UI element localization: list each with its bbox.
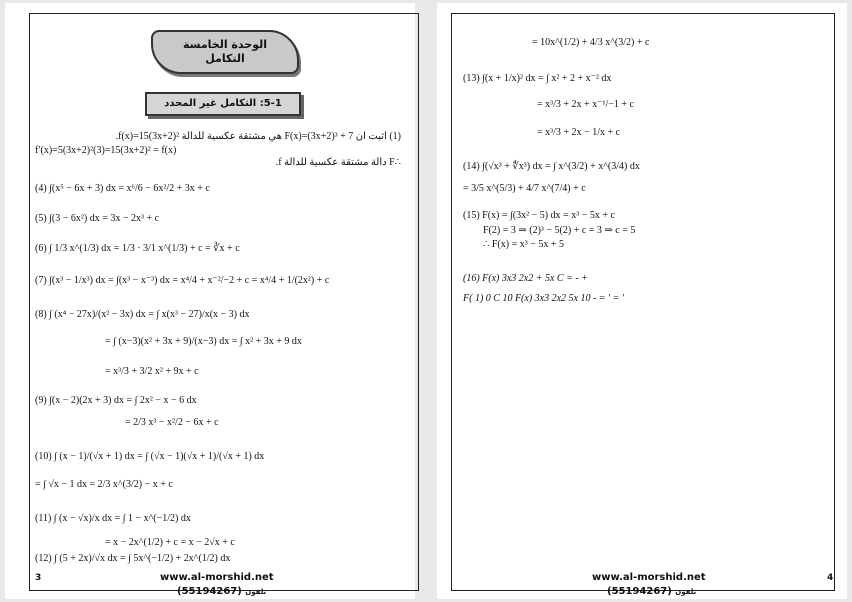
phone-label: تلفون (675, 588, 697, 596)
footer-url[interactable]: www.al-morshid.net (592, 572, 706, 583)
problem-15-result: ∴ F(x) = x³ − 5x + 5 (483, 239, 565, 250)
phone-number: (55194267) (607, 586, 672, 597)
problem-10-result: = ∫ √x − 1 dx = 2/3 x^(3/2) − x + c (35, 479, 173, 490)
footer-url[interactable]: www.al-morshid.net (160, 572, 274, 583)
unit-title-banner (151, 30, 299, 74)
problem-13-step-2: = x³/3 + 2x + x⁻¹/−1 + c (537, 99, 634, 110)
problem-14: (14) ∫(√x³ + ∜x³) dx = ∫ x^(3/2) + x^(3/4) dx (463, 161, 640, 172)
right-page (437, 3, 847, 599)
problem-14-result: = 3/5 x^(5/3) + 4/7 x^(7/4) + c (463, 183, 586, 194)
problem-7: (7) ∫(x³ − 1/x³) dx = ∫(x³ − x⁻³) dx = x⁴/4 + x⁻²/−2 + c = x⁴/4 + 1/(2x²) + c (35, 275, 330, 286)
phone-label: تلفون (245, 588, 267, 596)
problem-12-result: = 10x^(1/2) + 4/3 x^(3/2) + c (532, 37, 650, 48)
problem-1-conclusion: ∴F دالة مشتقة عكسية للدالة f. (275, 157, 401, 168)
unit-subtitle: التكامل (205, 52, 245, 65)
section-heading: 5-1: التكامل غير المحدد (145, 92, 301, 116)
problem-15: (15) F(x) = ∫(3x² − 5) dx = x³ − 5x + c (463, 210, 615, 221)
problem-10: (10) ∫ (x − 1)/(√x + 1) dx = ∫ (√x − 1)(√x + 1)/(√x + 1) dx (35, 451, 265, 462)
problem-9: (9) ∫(x − 2)(2x + 3) dx = ∫ 2x² − x − 6 dx (35, 395, 197, 406)
problem-11: (11) ∫ (x − √x)/x dx = ∫ 1 − x^(−1/2) dx (35, 513, 191, 524)
problem-16-result: F( 1) 0 C 10 F(x) 3x3 2x2 5x 10 - = ' = ' (463, 293, 625, 304)
problem-9-result: = 2/3 x³ − x²/2 − 6x + c (125, 417, 219, 428)
problem-12: (12) ∫ (5 + 2x)/√x dx = ∫ 5x^(−1/2) + 2x^(1/2) dx (35, 553, 231, 564)
problem-13-result: = x³/3 + 2x − 1/x + c (537, 127, 621, 138)
left-page (5, 3, 415, 599)
page-number: 4 (827, 573, 834, 583)
phone-number: (55194267) (177, 586, 242, 597)
problem-13: (13) ∫(x + 1/x)² dx = ∫ x² + 2 + x⁻² dx (463, 73, 612, 84)
page-number: 3 (35, 573, 42, 583)
footer-phone (607, 586, 696, 597)
footer-phone (177, 586, 266, 597)
problem-1-derivative: f′(x)=5(3x+2)²(3)=15(3x+2)² = f(x) (35, 145, 177, 156)
problem-15-step-2: F(2) = 3 ⇒ (2)³ − 5(2) + c = 3 ⇒ c = 5 (483, 225, 636, 236)
problem-6: (6) ∫ 1/3 x^(1/3) dx = 1/3 · 3/1 x^(1/3) + c = ∛x + c (35, 243, 240, 254)
problem-8-step-2: = ∫ (x−3)(x² + 3x + 9)/(x−3) dx = ∫ x² + 3x + 9 dx (105, 336, 302, 347)
problem-16: (16) F(x) 3x3 2x2 + 5x C = - + (463, 273, 588, 284)
problem-8-result: = x³/3 + 3/2 x² + 9x + c (105, 366, 199, 377)
problem-5: (5) ∫(3 − 6x²) dx = 3x − 2x³ + c (35, 213, 160, 224)
problem-1-statement: (1) اثبت ان F(x)=(3x+2)³ + 7 هي مشتقة عكسية للدالة f(x)=15(3x+2)². (115, 131, 401, 142)
unit-title: الوحدة الخامسة (182, 38, 268, 51)
problem-11-result: = x − 2x^(1/2) + c = x − 2√x + c (105, 537, 235, 548)
problem-4: (4) ∫(x⁵ − 6x + 3) dx = x⁶/6 − 6x²/2 + 3x + c (35, 183, 210, 194)
problem-8: (8) ∫ (x⁴ − 27x)/(x² − 3x) dx = ∫ x(x³ − 27)/x(x − 3) dx (35, 309, 250, 320)
